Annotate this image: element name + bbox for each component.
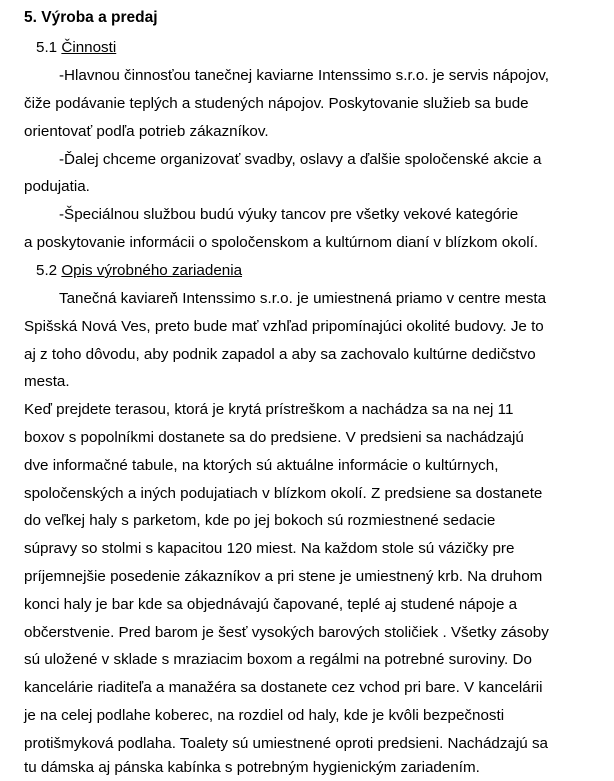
paragraph-line: Spišská Nová Ves, preto bude mať vzhľad pripomínajúci okolité budovy. Je to <box>24 318 544 335</box>
subsection-number: 5.2 <box>36 262 58 279</box>
paragraph-line: boxov s popolníkmi dostanete sa do predsiene. V predsieni sa nachádzajú <box>24 429 524 446</box>
paragraph-line: -Špeciálnou službou budú výuky tancov pre všetky vekové kategórie <box>59 206 519 223</box>
subsection-title: Opis výrobného zariadenia <box>61 262 243 279</box>
paragraph-line: protišmyková podlaha. Toalety sú umiestnené oproti predsieni. Nachádzajú sa <box>24 735 548 752</box>
subsection-title: Činnosti <box>61 39 117 56</box>
section-heading: 5. Výroba a predaj <box>24 9 158 26</box>
paragraph-line: Keď prejdete terasou, ktorá je krytá prístreškom a nachádza sa na nej 11 <box>24 401 514 418</box>
subsection-title-5-2 <box>36 262 242 279</box>
paragraph-line: aj z toho dôvodu, aby podnik zapadol a aby sa zachovalo kultúrne dedičstvo <box>24 346 536 363</box>
paragraph-line: -Hlavnou činnosťou tanečnej kaviarne Intenssimo s.r.o. je servis nápojov, <box>59 67 549 84</box>
paragraph-line: sú uložené v sklade s mraziacim boxom a regálmi na potrebné suroviny. Do <box>24 651 532 668</box>
paragraph-line: -Ďalej chceme organizovať svadby, oslavy a ďalšie spoločenské akcie a <box>59 151 542 168</box>
paragraph-line: a poskytovanie informácii o spoločenskom a kultúrnom dianí v blízkom okolí. <box>24 234 539 251</box>
paragraph-line: spoločenských a iných podujatiach v blízkom okolí. Z predsiene sa dostanete <box>24 485 543 502</box>
paragraph-line: do veľkej haly s parketom, kde po jej bokoch sú rozmiestnené sedacie <box>24 512 496 529</box>
subsection-number: 5.1 <box>36 39 58 56</box>
paragraph-line: konci haly je bar kde sa objednávajú čapované, teplé aj studené nápoje a <box>24 596 518 613</box>
subsection-title-5-1 <box>36 39 116 56</box>
paragraph-line: dve informačné tabule, na ktorých sú aktuálne informácie o kultúrnych, <box>24 457 499 474</box>
paragraph-line: kancelárie riaditeľa a manažéra sa dostanete cez vchod pri bare. V kancelárii <box>24 679 543 696</box>
paragraph-line: Tanečná kaviareň Intenssimo s.r.o. je umiestnená priamo v centre mesta <box>59 290 547 307</box>
paragraph-line: príjemnejšie posedenie zákazníkov a pri stene je umiestnený krb. Na druhom <box>24 568 543 585</box>
paragraph-line: čiže podávanie teplých a studených nápojov. Poskytovanie služieb sa bude <box>24 95 529 112</box>
paragraph-line: orientovať podľa potrieb zákazníkov. <box>24 123 269 140</box>
paragraph-line: občerstvenie. Pred barom je šesť vysokých barových stoličiek . Všetky zásoby <box>24 624 549 641</box>
paragraph-line: mesta. <box>24 373 70 390</box>
paragraph-line: podujatia. <box>24 178 90 195</box>
paragraph-line: súpravy so stolmi s kapacitou 120 miest. Na každom stole sú vázičky pre <box>24 540 515 557</box>
paragraph-line: tu dámska aj pánska kabínka s potrebným hygienickým zariadením. <box>24 759 480 776</box>
paragraph-line: je na celej podlahe koberec, na rozdiel od haly, kde je kvôli bezpečnosti <box>24 707 505 724</box>
